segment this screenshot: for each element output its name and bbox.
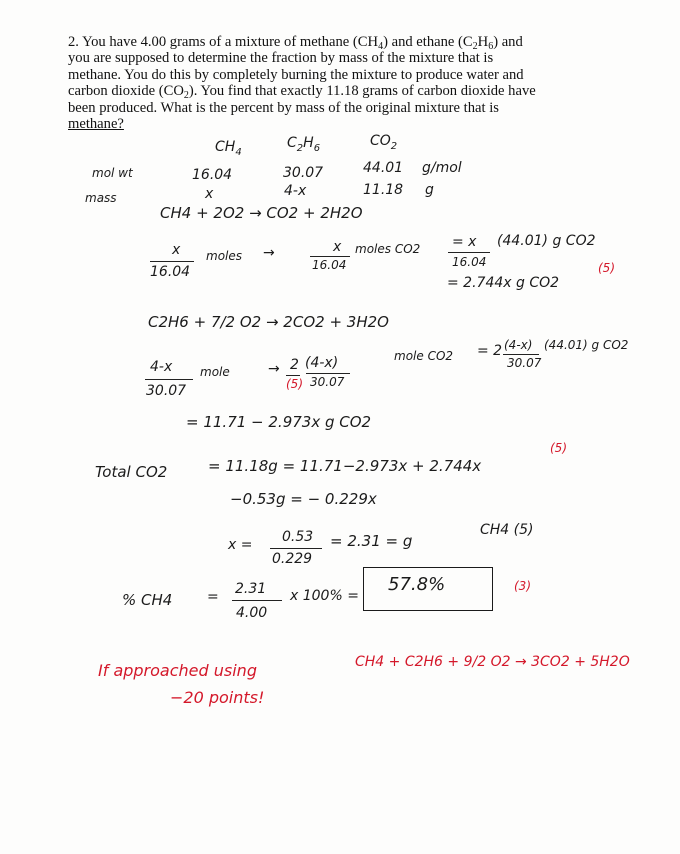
mw-c2h6: 30.07 [283,165,324,181]
rxn2-eq-denom: 30.07 [507,356,542,370]
label-mass: mass [85,191,117,205]
mw-unit: g/mol [422,160,462,176]
problem-line-5: been produced. What is the percent by mass of the original mixture that is [68,99,499,116]
rxn2-paren: (4-x) [305,355,339,371]
points-5-b: (5) [286,377,303,391]
header-co2: $CO_2$ [370,133,398,152]
problem-number: 2. [68,34,79,50]
points-5-a: (5) [598,261,615,275]
mw-ch4: 16.04 [192,167,233,183]
rxn2-result: = 11.71 − 2.973x g CO2 [186,413,372,431]
rxn1-denom3: 16.04 [452,255,487,269]
x-result: = 2.31 = g [330,532,413,550]
problem-line-2: you are supposed to determine the fraction by mass of the mixture that is [68,50,494,67]
rxn1-x2: x [333,239,342,255]
rxn1-moles: moles [206,249,242,263]
percent-denom: 4.00 [236,605,268,621]
rxn1-denom: 16.04 [150,264,191,280]
mass-ch4: x [205,186,214,202]
rxn2-num: 4-x [150,359,173,375]
rxn2-paren-denom: 30.07 [310,375,345,389]
rxn2-eq-num: (4-x) [504,338,533,352]
x-denom: 0.229 [272,551,313,567]
mass-co2: 11.18 [363,182,404,198]
header-c2h6: $C_2H_6$ [287,135,321,154]
x-num: 0.53 [282,529,314,545]
rxn1-moles-co2: moles CO2 [355,242,421,256]
problem-line-1: 2. You have 4.00 grams of a mixture of methane $(CH_4)$ and ethane $(C_2H_6)$ and [68,34,523,52]
problem-line-3: methane. You do this by completely burning the mixture to produce water and [68,66,524,83]
percent-fraction-bar [232,600,282,601]
points-3: (3) [514,579,531,593]
mass-c2h6: 4-x [284,183,307,199]
percent-eq: = [207,589,219,605]
reaction-1: CH4 + 2O2 → CO2 + 2H2O [160,204,363,222]
rxn1-fraction-bar-3 [448,252,490,253]
rxn1-mult: (44.01) g CO2 [497,233,596,249]
rxn1-fraction-bar [150,261,194,262]
mass-co2-unit: g [425,182,434,198]
percent-num: 2.31 [235,581,267,597]
problem-statement [68,34,638,132]
rxn2-moles-co2: mole CO2 [394,349,454,363]
note-reaction: CH4 + C2H6 + 9/2 O2 → 3CO2 + 5H2O [355,654,630,670]
problem-line-4: carbon dioxide $(CO_2)$. You find that exactly 11.18 grams of carbon dioxide have [68,83,536,102]
points-5-c: (5) [550,441,567,455]
note-line-1: If approached using [98,661,257,680]
label-mol-wt: mol wt [92,166,133,180]
rxn1-arrow: → [263,245,275,261]
x-eq: x = [228,537,253,553]
percent-label: % CH4 [122,591,173,609]
rxn1-denom2: 16.04 [312,258,347,272]
rxn1-x: x [172,242,181,258]
total-label: Total CO2 [95,463,168,481]
rxn2-moles: mole [200,365,230,379]
rxn2-denom: 30.07 [146,383,187,399]
rxn1-eq-x: = x [452,234,477,250]
rxn2-coef: 2 [290,357,299,373]
problem-line-6: methane? [68,116,124,133]
reaction-2: C2H6 + 7/2 O2 → 2CO2 + 3H2O [148,313,389,331]
percent-mult: x 100% = [290,588,359,604]
answer-value: 57.8% [388,574,446,595]
x-fraction-bar [270,548,322,549]
note-line-2: −20 points! [170,688,265,707]
x-unit: CH4 (5) [480,522,534,538]
rxn2-fraction-bar [145,379,193,380]
rxn2-mult: (44.01) g CO2 [544,338,629,352]
rxn2-eq: = 2 [477,343,503,359]
rxn1-result: = 2.744x g CO2 [447,275,560,291]
mw-co2: 44.01 [363,160,404,176]
header-ch4: $CH_4$ [215,139,242,158]
rxn2-arrow: → [268,361,280,377]
step-2: −0.53g = − 0.229x [230,490,377,508]
total-equation: = 11.18g = 11.71−2.973x + 2.744x [208,457,482,475]
